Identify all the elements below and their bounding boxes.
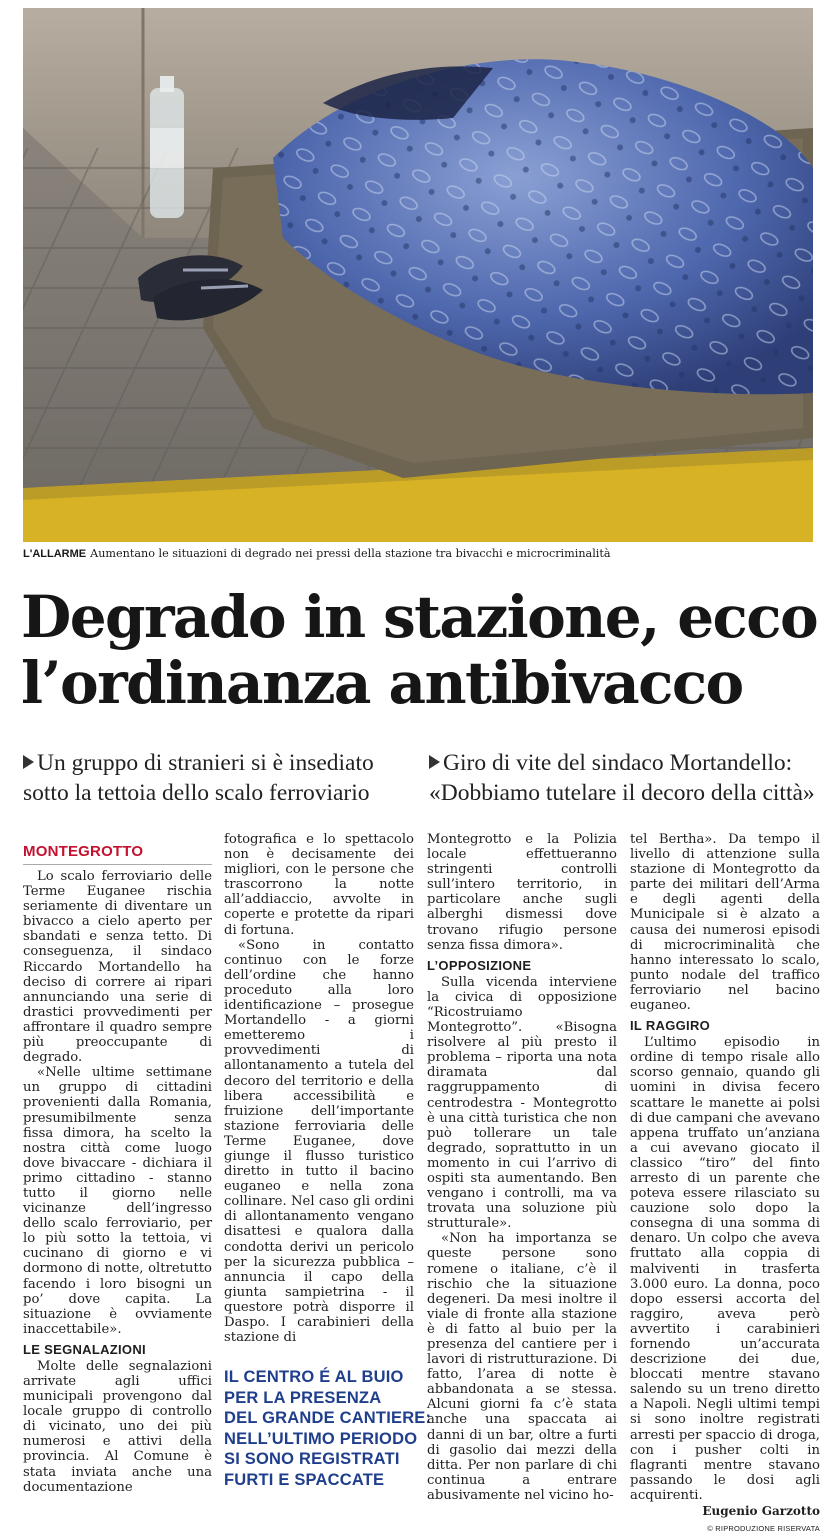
- photo-caption: [23, 546, 823, 562]
- photo-image: [23, 8, 813, 542]
- paragraph: «Non ha importanza se queste persone sono romene o italiane, c’è il rischio che la situazione degeneri. Da mesi inoltre il viale di fronte alla stazione è di fatto al buio per la presenza del cantiere per i lavori di ristrutturazione. Di fatto, l’area di notte è abbandonata a se stessa. Alcuni giorni fa c’è stata anche una spaccata ai danni di un bar, oltre a furti di gasolio dai mezzi della ditta. Per non parlare di chi continua a entrare abusivamente nel vicino ho-: [427, 1231, 617, 1503]
- article-column-3: [427, 832, 617, 1503]
- subhead-left-text: Un gruppo di stranieri si è insediato sotto la tettoia dello scalo ferroviario: [23, 750, 374, 806]
- section-heading: L’OPPOSIZIONE: [427, 957, 532, 973]
- pull-quote-line: IL CENTRO É AL BUIO: [224, 1368, 404, 1387]
- paragraph: L’ultimo episodio in ordine di tempo risale allo scorso gennaio, quando gli uomini in divisa fecero scattare le manette ai polsi di due campani che avevano appena truffato un’anziana a cui avevano giocato il classico “tiro” del finto arresto di un parente che poteva essere rilasciato su cauzione solo dopo la consegna di una somma di denaro. Un colpo che aveva fruttato alla coppia di malviventi in trasferta 3.000 euro. La donna, poco dopo essersi accorta del raggiro, aveva però avvertito i carabinieri fornendo un’accurata descrizione dei due, bloccati mentre stavano salendo su un treno diretto a Napoli. Negli ultimi tempi si sono inoltre registrati arresti per spaccio di droga, con i pusher colti in flagranti mentre stavano passando le dosi agli acquirenti.: [630, 1035, 820, 1503]
- subhead-right: [429, 748, 828, 808]
- paragraph: fotografica e lo spettacolo non è decisamente dei migliori, con le persone che trascorrono la notte all’addiaccio, avvolte in coperte e protette da ripari di fortuna.: [224, 832, 414, 938]
- headline-line-2: l’ordinanza antibivacco: [21, 649, 743, 717]
- article-column-4: [630, 832, 820, 1536]
- pull-quote-line: DEL GRANDE CANTIERE:: [224, 1409, 432, 1428]
- article-column-2: [224, 832, 432, 1490]
- copyright-notice: © RIPRODUZIONE RISERVATA: [707, 1524, 820, 1534]
- triangle-bullet-icon: [429, 755, 440, 769]
- subhead-left: [23, 748, 423, 808]
- paragraph: Montegrotto e la Polizia locale effettueranno stringenti controlli sull’intero territorio, in particolare anche sugli alberghi dismessi dove trovano rifugio persone senza fissa dimora».: [427, 832, 617, 953]
- section-heading: IL RAGGIRO: [630, 1018, 711, 1034]
- headline-line-1: Degrado in stazione, ecco: [21, 583, 818, 651]
- news-photo: [23, 8, 813, 542]
- triangle-bullet-icon: [23, 755, 34, 769]
- section-heading: LE SEGNALAZIONI: [23, 1341, 146, 1357]
- caption-label: L'ALLARME: [23, 548, 87, 560]
- subhead-right-text: Giro di vite del sindaco Mortandello: «Dobbiamo tutelare il decoro della città»: [429, 750, 815, 806]
- article-column-1: [23, 832, 212, 1495]
- caption-text: Aumentano le situazioni di degrado nei pressi della stazione tra bivacchi e microcriminalità: [90, 547, 611, 560]
- paragraph: «Nelle ultime settimane un gruppo di cittadini provenienti dalla Romania, presumibilmente senza fissa dimora, ha scelto la nostra città come luogo dove bivaccare - dichiara il primo cittadino - stanno tutto il giorno nelle vicinanze dell’ingresso dello scalo ferroviario, per lo più sotto la tettoia, vi cucinano di giorno e vi dormono di notte, oltretutto facendo i loro bisogni un po’ dove capita. La situazione è ovviamente inaccettabile».: [23, 1065, 212, 1337]
- author-byline: Eugenio Garzotto: [702, 1504, 820, 1519]
- pull-quote-line: PER LA PRESENZA: [224, 1388, 382, 1407]
- location-label: MONTEGROTTO: [23, 842, 212, 865]
- paragraph: Lo scalo ferroviario delle Terme Euganee rischia seriamente di diventare un bivacco a cielo aperto per sbandati e senza tetto. Di conseguenza, il sindaco Riccardo Mortandello ha deciso di correre ai ripari annunciando una serie di drastici provvedimenti per affrontare il quadro sempre più preoccupante di degrado.: [23, 869, 212, 1066]
- paragraph: tel Bertha». Da tempo il livello di attenzione sulla stazione di Montegrotto da parte dei militari dell’Arma e degli agenti della Municipale si è alzato a causa dei numerosi episodi di microcriminalità che hanno interessato lo scalo, punto nodale del traffico ferroviario nel bacino euganeo.: [630, 832, 820, 1014]
- paragraph: «Sono in contatto continuo con le forze dell’ordine che hanno proceduto alla loro identificazione – prosegue Mortandello - a giorni emetteremo i provvedimenti di allontanamento a tutela del decoro del territorio e della libera accessibilità e fruizione dell’importante stazione ferroviaria delle Terme Euganee, dove giunge il flusso turistico diretto in tutto il bacino euganeo e nella zona collinare. Nel caso gli ordini di allontanamento vengano disattesi e qualora dalla condotta derivi un pericolo per la sicurezza pubblica – annuncia il capo della giunta sampietrina - il questore potrà disporre il Daspo. I carabinieri della stazione di: [224, 937, 414, 1346]
- headline: [21, 584, 821, 716]
- pull-quote-line: SI SONO REGISTRATI: [224, 1450, 400, 1469]
- pull-quote-line: FURTI E SPACCATE: [224, 1470, 385, 1489]
- paragraph: Molte delle segnalazioni arrivate agli uffici municipali provengono dal locale gruppo di controllo di vicinato, uno dei più numerosi e attivi della provincia. Al Comune è stata inviata anche una documentazione: [23, 1358, 212, 1495]
- pull-quote-line: NELL’ULTIMO PERIODO: [224, 1429, 418, 1448]
- paragraph: Sulla vicenda interviene la civica di opposizione “Ricostruiamo Montegrotto”. «Bisogna risolvere al più presto il problema – riporta una nota diramata dal raggruppamento di centrodestra - Montegrotto è una città turistica che non può tollerare un tale degrado, soprattutto in un momento in cui l’arrivo di ospiti sta aumentando. Ben vengano i controlli, ma va trovata una soluzione più strutturale».: [427, 974, 617, 1232]
- pull-quote: [224, 1367, 432, 1490]
